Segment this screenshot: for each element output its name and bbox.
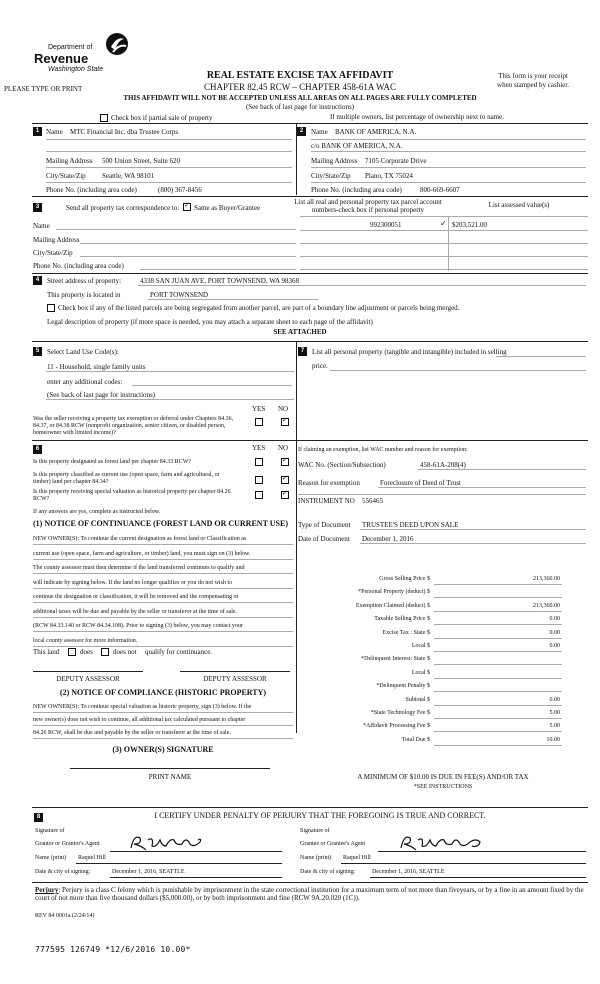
send-correspondence-label: Send all property tax correspondence to: [66, 204, 180, 212]
current-use-yes-checkbox[interactable] [255, 476, 263, 484]
grantor-date: December 1, 2016, SEATTLE [112, 869, 185, 875]
this-land-label: This land [33, 648, 60, 656]
located-label: This property is located in [47, 291, 121, 299]
document-date: December 1, 2016 [362, 535, 414, 543]
logo-dept-line: Department of [48, 44, 93, 51]
tax-city-label: City/State/Zip [33, 249, 73, 257]
perjury-statement [35, 886, 585, 902]
grantor-signature [128, 832, 208, 852]
section-8-number: 8 [34, 813, 43, 822]
tax-name-label: Name [33, 222, 50, 230]
buyer-mailing: 7105 Corporate Drive [365, 157, 427, 165]
buyer-name: BANK OF AMERICA, N.A. [335, 128, 417, 136]
instrument-label: INSTRUMENT NO [298, 497, 355, 505]
personal-property-price: price. [312, 362, 328, 370]
sec6-yes-header: YES [252, 444, 266, 452]
print-name-label: PRINT NAME [148, 773, 192, 781]
form-title: REAL ESTATE EXCISE TAX AFFIDAVIT [206, 70, 394, 81]
assessed-value: $203,521.00 [452, 221, 487, 229]
tax-row-value: 213,360.00 [533, 576, 560, 582]
section-2-number: 2 [297, 127, 306, 136]
sec5-no-header: NO [278, 405, 289, 413]
cashier-stamp: 777595 126749 *12/6/2016 10.00* [35, 945, 191, 954]
notice-continuance-line: current use (open space, farm and agriculture, or timber) land, you must sign on (3) below. [33, 550, 251, 557]
dor-logo [12, 30, 130, 78]
exemption-yes-checkbox[interactable] [255, 418, 263, 426]
receipt-note-1: This form is your receipt [498, 72, 568, 80]
personal-property-check-icon: ✓ [440, 219, 447, 228]
tax-row-label: Gross Selling Price $ [379, 576, 430, 582]
notice-compliance-line: NEW OWNER(S): To continue special valuation as historic property, sign (3) below. If the [33, 704, 252, 710]
owner-signature-title: (3) OWNER(S) SIGNATURE [112, 745, 214, 754]
minimum-fee-note: A MINIMUM OF $10.00 IS DUE IN FEE(S) AND/OR TAX [357, 773, 529, 781]
street-label: Street address of property: [47, 277, 122, 285]
historic-yes-checkbox[interactable] [255, 491, 263, 499]
tax-row-label: Taxable Selling Price $ [374, 616, 430, 623]
tax-row-value: 0.00 [549, 643, 560, 649]
parcel-number: 992300051 [370, 221, 402, 229]
tax-row-label: Subtotal $ [405, 696, 430, 703]
exemption-no-checkbox[interactable] [281, 418, 289, 426]
receipt-note-2: when stamped by cashier. [497, 81, 569, 89]
seller-name-label: Name [46, 128, 63, 136]
see-instructions-note: *SEE INSTRUCTIONS [413, 784, 473, 790]
tax-row-value: 5.00 [549, 723, 560, 730]
does-checkbox[interactable] [68, 648, 76, 656]
exemption-question: Was the seller receiving a property tax exemption or deferral under Chapters 84.36, 84.37, or 84.38 RCW (nonprofit organization, senior citizen, or disabled person, homeowner with limited income)? [33, 416, 234, 436]
personal-property-label: List all personal property (tangible and intangible) included in selling [312, 348, 507, 356]
seller-city: Seattle, WA 98101 [102, 172, 155, 180]
grantee-signature [398, 832, 484, 852]
grantee-agent-label: Grantee or Grantee's Agent [300, 841, 366, 847]
exemption-claim-label: If claiming an exemption, list WAC number and reason for exemption: [298, 447, 468, 453]
qualify-label: qualify for continuance. [145, 648, 213, 656]
buyer-city-label: City/State/Zip [311, 172, 351, 180]
segregated-checkbox[interactable] [47, 304, 55, 312]
grantor-agent-label: Grantor or Grantor's Agent [35, 841, 100, 847]
tax-phone-label: Phone No. (including area code) [33, 262, 124, 270]
please-type: PLEASE TYPE OR PRINT [4, 85, 83, 93]
does-not-checkbox[interactable] [101, 648, 109, 656]
form-revision: REV 84 0001a (2/24/14) [35, 913, 95, 919]
land-use-code: 11 - Household, single family units [47, 363, 146, 371]
seller-mailing-label: Mailing Address [46, 157, 93, 165]
located-in: PORT TOWNSEND [150, 291, 209, 299]
does-label: does [80, 648, 93, 656]
reason-label: Reason for exemption [298, 479, 360, 487]
grantor-name-label: Name (print) [35, 855, 67, 861]
tax-row-label: Local $ [411, 643, 430, 649]
grantor-date-label: Date & city of signing: [35, 869, 91, 875]
certify-statement: I CERTIFY UNDER PENALTY OF PERJURY THAT THE FOREGOING IS TRUE AND CORRECT. [154, 811, 486, 820]
partial-sale-checkbox[interactable] [100, 114, 108, 122]
multiple-owners-note: If multiple owners, list percentage of ownership next to name. [330, 113, 504, 121]
forest-no-checkbox[interactable] [281, 458, 289, 466]
form-subtitle: CHAPTER 82.45 RCW – CHAPTER 458-61A WAC [204, 82, 396, 92]
grantee-name: Raquel Hill [343, 855, 371, 861]
tax-row-label: *Affidavit Processing Fee $ [362, 723, 430, 730]
buyer-name-label: Name [311, 128, 328, 136]
segregated-label: Check box if any of the listed parcels are being segregated from another parcel, are part of a boundary line adjustment or parcels being merged. [58, 304, 460, 312]
tax-row-label: Exemption Claimed (deduct) $ [355, 602, 430, 609]
logo-swoosh-icon [104, 30, 130, 60]
does-not-label: does not [113, 648, 137, 656]
sec5-yes-header: YES [252, 405, 266, 413]
instrument-number: 556465 [362, 497, 383, 505]
wac-number: 458-61A-208(4) [420, 461, 466, 469]
perjury-word: Perjury [35, 886, 59, 894]
partial-sale-label: Check box if partial sale of property [111, 114, 213, 122]
tax-row-value: 5.00 [549, 710, 560, 716]
document-date-label: Date of Document [298, 535, 350, 543]
see-back-instructions: (See back of last page for instructions) [245, 103, 355, 111]
wac-label: WAC No. (Section/Subsection) [298, 461, 386, 469]
tax-row-label: *Delinquent Penalty $ [376, 683, 430, 690]
section-7-number: 7 [298, 347, 307, 356]
current-use-question: Is this property classified as current use (open space, farm and agricultural, or timber) land per chapter 84.34? [33, 472, 220, 485]
buyer-phone-label: Phone No. (including area code) [311, 186, 402, 194]
notice-compliance-title: (2) NOTICE OF COMPLIANCE (HISTORIC PROPERTY) [59, 688, 267, 697]
section-1-number: 1 [33, 127, 42, 136]
buyer-name-line2: c/o BANK OF AMERICA, N.A. [311, 142, 403, 150]
historic-no-checkbox[interactable] [281, 491, 289, 499]
deputy-assessor-2: DEPUTY ASSESSOR [203, 675, 267, 683]
tax-row-value: 0.00 [549, 629, 560, 636]
street-address: 4338 SAN JUAN AVE, PORT TOWNSEND, WA 98368 [140, 277, 299, 285]
legal-description-label: Legal description of property (if more space is needed, you may attach a separate sheet to each page of the affidavit) [47, 318, 373, 326]
notice-continuance-line: (RCW 84.33.140 or RCW 84.34.108). Prior to signing (3) below, you may contact your [33, 623, 243, 629]
buyer-mailing-label: Mailing Address [311, 157, 358, 165]
deputy-assessor-1: DEPUTY ASSESSOR [56, 675, 120, 683]
if-any-yes: If any answers are yes, complete as instructed below. [33, 509, 161, 515]
section-3-number: 3 [33, 203, 42, 212]
notice-continuance-line: The county assessor must then determine if the land transferred continues to qualify and [33, 565, 245, 571]
tax-row-value: 213,360.00 [533, 602, 560, 609]
perjury-text: : Perjury is a class C felony which is punishable by imprisonment in the state correctional institution for a maximum term of not more than fiveyears, or by a fine in an amount fixed by the court of not more than five thousand dollars ($5,000.00), or by both imprisonment and fine (RCW 9A.20.020 (1C)). [35, 886, 584, 903]
notice-continuance-title: (1) NOTICE OF CONTINUANCE (FOREST LAND OR CURRENT USE) [33, 519, 288, 528]
notice-continuance-line: additional taxes will be due and payable by the seller or transferor at the time of sale. [33, 608, 238, 615]
land-use-see-back: (See back of last page for instructions) [47, 391, 156, 399]
grantee-name-label: Name (print) [300, 855, 332, 861]
section-6-number: 6 [33, 445, 42, 454]
tax-row-label: Local $ [411, 669, 430, 676]
sec6-no-header: NO [278, 444, 289, 452]
tax-row-value: 0.00 [549, 616, 560, 623]
same-as-buyer-checkbox[interactable] [183, 203, 191, 211]
forest-yes-checkbox[interactable] [255, 458, 263, 466]
tax-row-label: Total Due $ [401, 736, 430, 743]
tax-row-label: *Personal Property (deduct) $ [358, 589, 430, 596]
buyer-city: Plano, TX 75024 [365, 172, 413, 180]
section-4-number: 4 [33, 276, 42, 285]
notice-continuance-line: local county assessor for more information. [33, 637, 138, 644]
document-type: TRUSTEE'S DEED UPON SALE [362, 521, 459, 529]
notice-continuance-line: NEW OWNER(S): To continue the current designation as forest land or Classification as [33, 536, 247, 542]
assessed-header: List assessed value(s) [488, 201, 550, 209]
additional-codes-label: enter any additional codes: [47, 378, 123, 386]
tax-row-value: 10.00 [546, 736, 560, 743]
logo-state: Washington State [48, 66, 104, 73]
reason-value: Foreclosure of Deed of Trust [380, 479, 461, 487]
grantee-date-label: Date & city of signing: [300, 869, 356, 875]
forest-land-question: Is this property designated as forest land per chapter 84.33 RCW? [33, 459, 192, 465]
grantor-sig-label: Signature of [35, 828, 65, 834]
current-use-no-checkbox[interactable] [281, 476, 289, 484]
tax-row-label: *Delinquent Interest: State $ [361, 656, 430, 663]
seller-phone: (800) 367-8456 [158, 186, 202, 194]
buyer-phone: 800-669-6607 [420, 186, 460, 194]
logo-revenue: Revenue [34, 51, 89, 66]
tax-row-label: *State Technology Fee $ [370, 710, 430, 716]
section-5-number: 5 [33, 347, 42, 356]
grantee-sig-label: Signature of [300, 828, 330, 834]
tax-mailing-label: Mailing Address [33, 236, 80, 244]
seller-city-label: City/State/Zip [46, 172, 86, 180]
notice-compliance-line: new owner(s) does not wish to continue, all additional tax calculated pursuant to chapter [33, 717, 246, 723]
grantor-name: Raquel Hill [78, 855, 106, 861]
historic-question: Is this property receiving special valuation as historical property per chapter 84.26 RCW? [33, 489, 231, 502]
notice-continuance-line: continue the designation or classification, it will be removed and the compensating or [33, 594, 239, 600]
tax-row-value: 0.00 [549, 696, 560, 703]
seller-name: MTC Financial Inc. dba Trustee Corps [70, 128, 179, 136]
seller-mailing: 500 Union Street, Suite 620 [102, 157, 180, 165]
grantee-date: December 1, 2016, SEATTLE [372, 869, 445, 875]
seller-phone-label: Phone No. (including area code) [46, 186, 137, 194]
see-attached: SEE ATTACHED [273, 328, 327, 336]
document-type-label: Type of Document [298, 521, 351, 529]
same-as-buyer-label: Same as Buyer/Grantee [194, 204, 261, 212]
parcel-header: List all real and personal property tax parcel account numbers-check box if personal property [294, 198, 442, 215]
tax-row-label: Excise Tax : State $ [382, 629, 430, 636]
form-warning: THIS AFFIDAVIT WILL NOT BE ACCEPTED UNLESS ALL AREAS ON ALL PAGES ARE FULLY COMPLETED [123, 94, 477, 102]
land-use-label: Select Land Use Code(s): [47, 348, 119, 356]
notice-continuance-line: will indicate by signing below. If the land no longer qualifies or you do not wish to [33, 579, 233, 586]
notice-compliance-line: 84.26 RCW, shall be due and payable by the seller or transferor at the time of sale. [33, 730, 231, 736]
